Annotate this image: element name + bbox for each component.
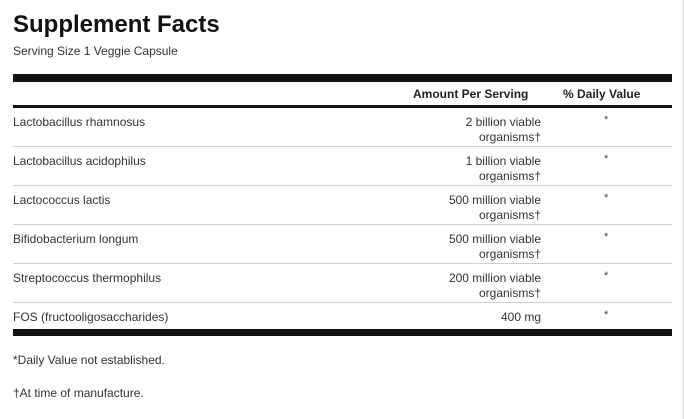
table-row bbox=[13, 186, 672, 225]
daily-value: * bbox=[604, 231, 609, 243]
top-divider bbox=[13, 74, 672, 82]
amount-line: organisms† bbox=[478, 169, 541, 183]
ingredient-amount bbox=[401, 193, 541, 223]
amount-line: 500 million viable bbox=[448, 193, 541, 207]
ingredient-table bbox=[13, 108, 672, 324]
ingredient-name: Streptococcus thermophilus bbox=[13, 271, 162, 285]
ingredient-name: Lactococcus lactis bbox=[13, 193, 111, 207]
amount-line: organisms† bbox=[478, 208, 541, 222]
table-row bbox=[13, 264, 672, 303]
footnote-daily-value: *Daily Value not established. bbox=[13, 353, 165, 367]
ingredient-name: FOS (fructooligosaccharides) bbox=[13, 310, 169, 324]
column-header-amount: Amount Per Serving bbox=[413, 87, 529, 101]
daily-value: * bbox=[604, 153, 609, 165]
daily-value: * bbox=[604, 309, 609, 321]
ingredient-name: Lactobacillus acidophilus bbox=[13, 154, 146, 168]
amount-line: organisms† bbox=[478, 286, 541, 300]
amount-line: organisms† bbox=[478, 130, 541, 144]
page-title: Supplement Facts bbox=[13, 11, 220, 38]
ingredient-amount bbox=[401, 115, 541, 145]
daily-value: * bbox=[604, 114, 609, 126]
ingredient-amount bbox=[401, 271, 541, 301]
ingredient-amount bbox=[401, 154, 541, 184]
amount-line: 2 billion viable bbox=[465, 115, 541, 129]
column-header-daily-value: % Daily Value bbox=[563, 87, 641, 101]
ingredient-name: Bifidobacterium longum bbox=[13, 232, 139, 246]
amount-line: 200 million viable bbox=[448, 271, 541, 285]
amount-line: 500 million viable bbox=[448, 232, 541, 246]
ingredient-amount bbox=[401, 232, 541, 262]
ingredient-amount bbox=[401, 310, 541, 325]
footnote-manufacture: †At time of manufacture. bbox=[13, 386, 144, 400]
daily-value: * bbox=[604, 192, 609, 204]
ingredient-name: Lactobacillus rhamnosus bbox=[13, 115, 146, 129]
table-row bbox=[13, 225, 672, 264]
table-row bbox=[13, 147, 672, 186]
serving-size: Serving Size 1 Veggie Capsule bbox=[13, 44, 178, 58]
table-row bbox=[13, 303, 672, 324]
bottom-divider bbox=[13, 329, 672, 336]
table-row bbox=[13, 108, 672, 147]
amount-line: 1 billion viable bbox=[465, 154, 541, 168]
amount-line: organisms† bbox=[478, 247, 541, 261]
daily-value: * bbox=[604, 270, 609, 282]
amount-line: 400 mg bbox=[500, 310, 541, 324]
